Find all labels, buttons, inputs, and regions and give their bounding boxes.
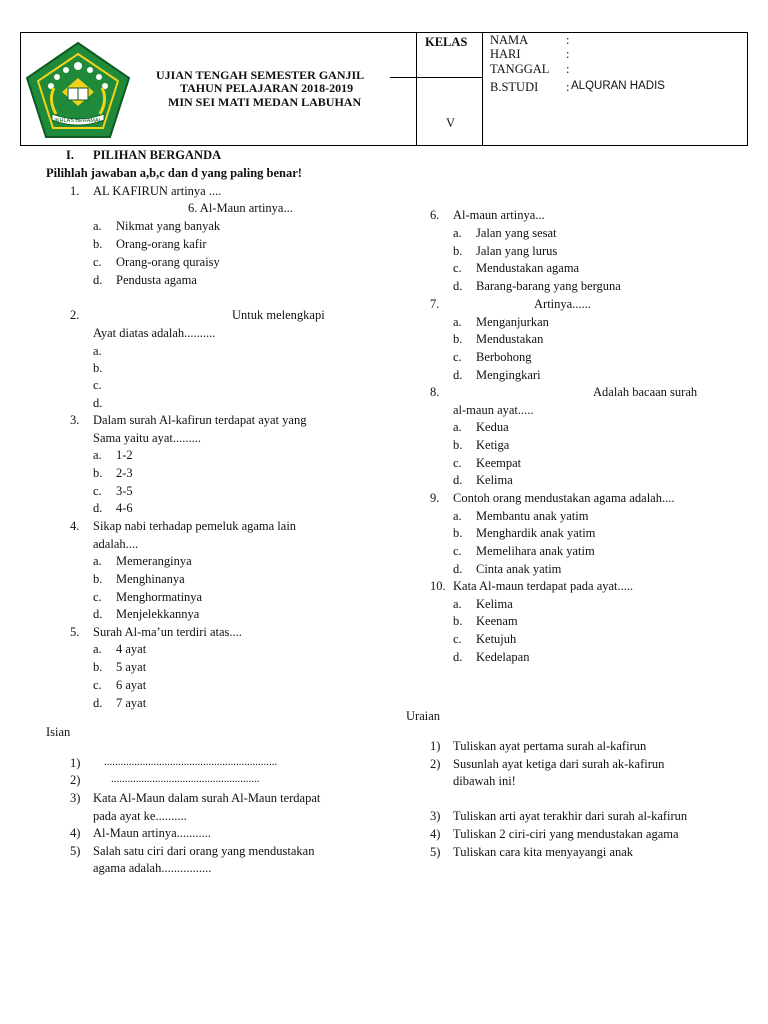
- q7-opt-d: Mengingkari: [476, 368, 541, 382]
- section-instruction: Pilihlah jawaban a,b,c dan d yang paling benar!: [46, 166, 302, 180]
- q3-text-line2: Sama yaitu ayat.........: [93, 431, 201, 445]
- q4-opt-b: Menghinanya: [116, 572, 185, 586]
- q6-opt-c: Mendustakan agama: [476, 261, 580, 275]
- q7-text: Artinya......: [534, 297, 591, 311]
- q8-opt-b-letter: b.: [453, 438, 463, 452]
- q2-opt-d-letter: d.: [93, 396, 103, 410]
- field-tanggal-label: TANGGAL: [490, 62, 550, 76]
- q1-opt-b-letter: b.: [93, 237, 103, 251]
- q6-opt-a-letter: a.: [453, 226, 462, 240]
- q3-number: 3.: [70, 413, 80, 427]
- q10-opt-a-letter: a.: [453, 597, 462, 611]
- q8-opt-a-letter: a.: [453, 420, 462, 434]
- q7-opt-c-letter: c.: [453, 350, 462, 364]
- uraian-3-text: Tuliskan arti ayat terakhir dari surah al-kafirun: [453, 809, 688, 823]
- q10-opt-b-letter: b.: [453, 614, 463, 628]
- q3-opt-a: 1-2: [116, 448, 133, 462]
- isian-5-text-line2: agama adalah................: [93, 861, 212, 875]
- isian-4-text: Al-Maun artinya...........: [93, 826, 212, 840]
- field-nama-sep: :: [566, 33, 570, 47]
- q4-opt-b-letter: b.: [93, 572, 103, 586]
- isian-1-number: 1): [70, 756, 81, 770]
- q4-opt-d: Menjelekkannya: [116, 607, 200, 621]
- q4-opt-a: Memeranginya: [116, 554, 192, 568]
- q6-opt-b-letter: b.: [453, 244, 463, 258]
- uraian-5-text: Tuliskan cara kita menyayangi anak: [453, 845, 634, 859]
- q3-opt-b: 2-3: [116, 466, 133, 480]
- kelas-value: V: [446, 116, 456, 130]
- q5-opt-d: 7 ayat: [116, 696, 147, 710]
- q10-opt-c-letter: c.: [453, 632, 462, 646]
- q6-text: Al-maun artinya...: [453, 208, 545, 222]
- uraian-5-number: 5): [430, 845, 441, 859]
- q5-opt-b-letter: b.: [93, 660, 103, 674]
- q6-opt-a: Jalan yang sesat: [476, 226, 557, 240]
- q3-opt-d-letter: d.: [93, 501, 103, 515]
- uraian-2-text-line2: dibawah ini!: [453, 774, 516, 788]
- q1-opt-a: Nikmat yang banyak: [116, 219, 221, 233]
- q4-opt-a-letter: a.: [93, 554, 102, 568]
- q7-opt-c: Berbohong: [476, 350, 532, 364]
- isian-3-number: 3): [70, 791, 81, 805]
- q5-number: 5.: [70, 625, 80, 639]
- field-bstudi-sep: :: [566, 80, 570, 94]
- q9-opt-d: Cinta anak yatim: [476, 562, 562, 576]
- q8-opt-b: Ketiga: [476, 438, 510, 452]
- uraian-1-text: Tuliskan ayat pertama surah al-kafirun: [453, 739, 647, 753]
- q7-opt-b-letter: b.: [453, 332, 463, 346]
- exam-title-line1: UJIAN TENGAH SEMESTER GANJIL: [156, 68, 365, 82]
- q9-text: Contoh orang mendustakan agama adalah....: [453, 491, 675, 505]
- q6-number: 6.: [430, 208, 440, 222]
- section-number: I.: [66, 148, 74, 162]
- q8-text-line2: al-maun ayat.....: [453, 403, 534, 417]
- q10-text: Kata Al-maun terdapat pada ayat.....: [453, 579, 634, 593]
- q10-opt-a: Kelima: [476, 597, 513, 611]
- title-underline: [390, 77, 416, 78]
- q10-opt-b: Keenam: [476, 614, 518, 628]
- q5-opt-a-letter: a.: [93, 642, 102, 656]
- q8-text: Adalah bacaan surah: [593, 385, 698, 399]
- q4-text: Sikap nabi terhadap pemeluk agama lain: [93, 519, 297, 533]
- uraian-2-text: Susunlah ayat ketiga dari surah ak-kafirun: [453, 757, 665, 771]
- q8-opt-d-letter: d.: [453, 473, 463, 487]
- q1-opt-d-letter: d.: [93, 273, 103, 287]
- q5-opt-d-letter: d.: [93, 696, 103, 710]
- q9-opt-a-letter: a.: [453, 509, 462, 523]
- q4-opt-c: Menghormatinya: [116, 590, 203, 604]
- q5-opt-c: 6 ayat: [116, 678, 147, 692]
- q8-number: 8.: [430, 385, 440, 399]
- exam-title-line3: MIN SEI MATI MEDAN LABUHAN: [168, 95, 362, 109]
- q9-number: 9.: [430, 491, 440, 505]
- q1-opt-a-letter: a.: [93, 219, 102, 233]
- isian-3-text-line2: pada ayat ke..........: [93, 809, 187, 823]
- q7-opt-b: Mendustakan: [476, 332, 544, 346]
- q9-opt-c: Memelihara anak yatim: [476, 544, 595, 558]
- kelas-label: KELAS: [425, 35, 468, 49]
- q1-opt-b: Orang-orang kafir: [116, 237, 207, 251]
- q3-opt-d: 4-6: [116, 501, 133, 515]
- q10-number: 10.: [430, 579, 446, 593]
- q8-opt-c: Keempat: [476, 456, 522, 470]
- field-bstudi-label: B.STUDI: [490, 80, 539, 94]
- field-tanggal-sep: :: [566, 62, 570, 76]
- isian-5-number: 5): [70, 844, 81, 858]
- isian-2-text: ......................................................: [111, 773, 260, 785]
- uraian-title: Uraian: [406, 709, 441, 723]
- q1-extra-text: 6. Al-Maun artinya...: [188, 201, 293, 215]
- q1-opt-c-letter: c.: [93, 255, 102, 269]
- isian-3-text: Kata Al-Maun dalam surah Al-Maun terdapat: [93, 791, 321, 805]
- q6-opt-b: Jalan yang lurus: [476, 244, 558, 258]
- field-hari-label: HARI: [490, 47, 521, 61]
- uraian-2-number: 2): [430, 757, 441, 771]
- uraian-4-text: Tuliskan 2 ciri-ciri yang mendustakan agama: [453, 827, 679, 841]
- q10-opt-c: Ketujuh: [476, 632, 517, 646]
- q5-text: Surah Al-ma’un terdiri atas....: [93, 625, 242, 639]
- q2-text: Untuk melengkapi: [232, 308, 325, 322]
- q3-opt-b-letter: b.: [93, 466, 103, 480]
- q1-number: 1.: [70, 184, 80, 198]
- q3-opt-c-letter: c.: [93, 484, 102, 498]
- q4-opt-c-letter: c.: [93, 590, 102, 604]
- q5-opt-c-letter: c.: [93, 678, 102, 692]
- q9-opt-b: Menghardik anak yatim: [476, 526, 596, 540]
- q3-text: Dalam surah Al-kafirun terdapat ayat yang: [93, 413, 307, 427]
- q5-opt-a: 4 ayat: [116, 642, 147, 656]
- q6-opt-c-letter: c.: [453, 261, 462, 275]
- uraian-1-number: 1): [430, 739, 441, 753]
- q1-opt-c: Orang-orang quraisy: [116, 255, 220, 269]
- isian-1-text: ...............................................................: [104, 756, 278, 768]
- q4-number: 4.: [70, 519, 80, 533]
- field-nama-label: NAMA: [490, 33, 529, 47]
- q5-opt-b: 5 ayat: [116, 660, 147, 674]
- q4-text-line2: adalah....: [93, 537, 139, 551]
- q9-opt-c-letter: c.: [453, 544, 462, 558]
- uraian-3-number: 3): [430, 809, 441, 823]
- q3-opt-c: 3-5: [116, 484, 133, 498]
- q7-opt-a-letter: a.: [453, 315, 462, 329]
- q1-opt-d: Pendusta agama: [116, 273, 197, 287]
- isian-5-text: Salah satu ciri dari orang yang mendustakan: [93, 844, 315, 858]
- q6-opt-d-letter: d.: [453, 279, 463, 293]
- q8-opt-c-letter: c.: [453, 456, 462, 470]
- q9-opt-d-letter: d.: [453, 562, 463, 576]
- q8-opt-a: Kedua: [476, 420, 509, 434]
- isian-title: Isian: [46, 725, 71, 739]
- field-hari-sep: :: [566, 47, 570, 61]
- q8-opt-d: Kelima: [476, 473, 513, 487]
- q7-opt-d-letter: d.: [453, 368, 463, 382]
- q4-opt-d-letter: d.: [93, 607, 103, 621]
- q7-number: 7.: [430, 297, 440, 311]
- isian-4-number: 4): [70, 826, 81, 840]
- q10-opt-d-letter: d.: [453, 650, 463, 664]
- isian-2-number: 2): [70, 773, 81, 787]
- uraian-4-number: 4): [430, 827, 441, 841]
- exam-title-line2: TAHUN PELAJARAN 2018-2019: [180, 81, 354, 95]
- field-bstudi-value: ALQURAN HADIS: [571, 80, 665, 92]
- q9-opt-b-letter: b.: [453, 526, 463, 540]
- q10-opt-d: Kedelapan: [476, 650, 530, 664]
- logo-banner-text: IKHLAS BERAMAL: [54, 118, 102, 124]
- q2-number: 2.: [70, 308, 80, 322]
- q2-opt-c-letter: c.: [93, 378, 102, 392]
- q2-opt-b-letter: b.: [93, 361, 103, 375]
- q9-opt-a: Membantu anak yatim: [476, 509, 589, 523]
- kemenag-logo-icon: [24, 40, 132, 140]
- q6-opt-d: Barang-barang yang berguna: [476, 279, 621, 293]
- q2-opt-a-letter: a.: [93, 344, 102, 358]
- section-heading: PILIHAN BERGANDA: [93, 148, 222, 162]
- q1-text: AL KAFIRUN artinya ....: [93, 184, 222, 198]
- q7-opt-a: Menganjurkan: [476, 315, 549, 329]
- q2-text-line2: Ayat diatas adalah..........: [93, 326, 216, 340]
- q3-opt-a-letter: a.: [93, 448, 102, 462]
